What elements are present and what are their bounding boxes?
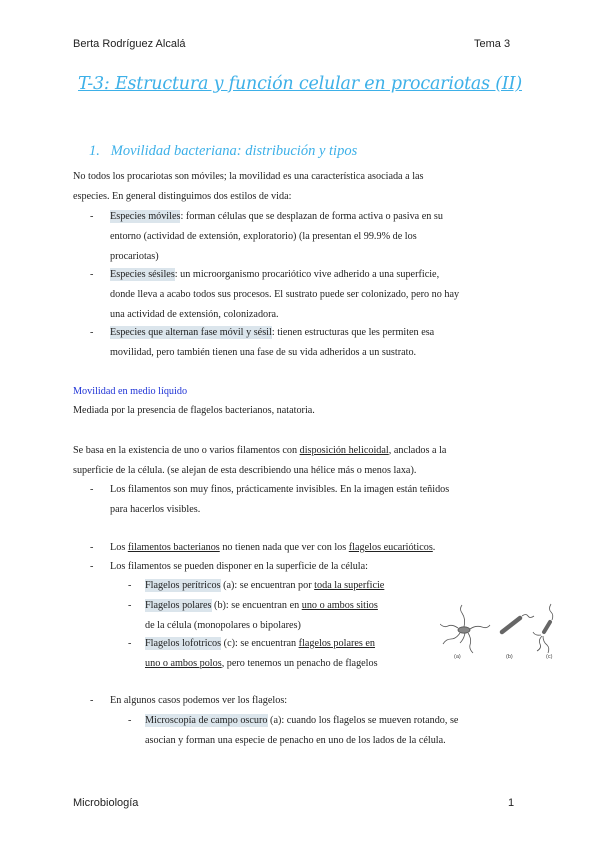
polar-cell-icon — [502, 615, 534, 633]
lophotrichous-cell-icon — [533, 604, 553, 653]
bullet-dash: - — [128, 580, 132, 591]
bullet-dash: - — [90, 211, 94, 222]
figure-label-a: (a) — [454, 654, 461, 660]
intro-line: No todos los procariotas son móviles; la movilidad es una característica asociada a las — [73, 171, 424, 182]
paragraph: Se basa en la existencia de uno o varios filamentos con disposición helicoidal, anclados a la superficie de la célula. (se alejan de esta describiendo una hélice más o menos laxa). — [73, 445, 447, 476]
section-number: 1. — [89, 143, 100, 159]
bullet-dash: - — [90, 542, 94, 553]
term-highlight: Especies que alternan fase móvil y sésil — [110, 327, 272, 338]
bullet-dash: - — [90, 327, 94, 338]
list-item: Los filamentos bacterianos no tienen nada que ver con los flagelos eucarióticos. — [110, 542, 436, 553]
bullet-dash: - — [128, 715, 132, 726]
header-author: Berta Rodríguez Alcalá — [73, 38, 186, 50]
list-item: Los filamentos son muy finos, prácticamente invisibles. En la imagen están teñidos para hacerlos visibles. — [110, 484, 450, 515]
term-highlight: Especies móviles — [110, 211, 181, 222]
list-item: En algunos casos podemos ver los flagelos: — [110, 695, 288, 706]
intro-paragraph — [73, 167, 424, 207]
flagella-figure — [440, 598, 558, 660]
footer-subject: Microbiología — [73, 797, 139, 809]
list-item: Microscopía de campo oscuro (a): cuando los flagelos se mueven rotando, se asocian y forman una especie de penacho en uno de los lados de la célula. — [145, 715, 459, 746]
figure-label-c: (c) — [546, 654, 553, 660]
term-highlight: Flagelos perítricos — [145, 580, 221, 591]
paragraph: Mediada por la presencia de flagelos bacterianos, natatoria. — [73, 405, 315, 416]
list-item: Especies que alternan fase móvil y sésil: tienen estructuras que les permiten esa movilidad, pero también tienen una fase de su vida adheridos a un sustrato. — [110, 327, 435, 358]
page-number: 1 — [508, 797, 515, 809]
bullet-dash: - — [90, 269, 94, 280]
figure-label-b: (b) — [506, 654, 513, 660]
list-item: Flagelos polares (b): se encuentran en uno o ambos sitios de la célula (monopolares o bipolares) — [145, 600, 378, 631]
bullet-dash: - — [90, 484, 94, 495]
list-item: Especies sésiles: un microorganismo procariótico vive adherido a una superficie, donde lleva a acabo todos sus procesos. El sustrato puede ser colonizado, pero no hay una actividad de extensión, colonizadora. — [110, 269, 460, 320]
header-topic: Tema 3 — [474, 38, 511, 50]
term-highlight: Flagelos polares — [145, 600, 212, 611]
section-heading — [89, 143, 357, 160]
term-highlight: Flagelos lofotricos — [145, 638, 222, 649]
page-title: T-3: Estructura y función celular en procariotas (II) — [78, 74, 522, 94]
term-highlight: Microscopía de campo oscuro — [145, 715, 268, 726]
term-highlight: Especies sésiles — [110, 269, 175, 280]
list-item: Flagelos lofotricos (c): se encuentran flagelos polares en uno o ambos polos, pero tenemos un penacho de flagelos — [145, 638, 378, 669]
section-title: Movilidad bacteriana: distribución y tipos — [110, 143, 358, 159]
bullet-dash: - — [128, 600, 132, 611]
intro-line: especies. En general distinguimos dos estilos de vida: — [73, 191, 292, 202]
bullet-dash: - — [90, 561, 94, 572]
list-item: Especies móviles: forman células que se desplazan de forma activa o pasiva en su entorno (actividad de extensión, exploratorio) (la presentan el 99.9% de los procariotas) — [110, 211, 443, 262]
peritrichous-cell-icon — [440, 605, 490, 653]
bullet-dash: - — [128, 638, 132, 649]
bullet-dash: - — [90, 695, 94, 706]
list-item: Los filamentos se pueden disponer en la superficie de la célula: — [110, 561, 368, 572]
list-item: Flagelos perítricos (a): se encuentran por toda la superficie — [145, 580, 385, 591]
subheading: Movilidad en medio líquido — [73, 386, 188, 397]
